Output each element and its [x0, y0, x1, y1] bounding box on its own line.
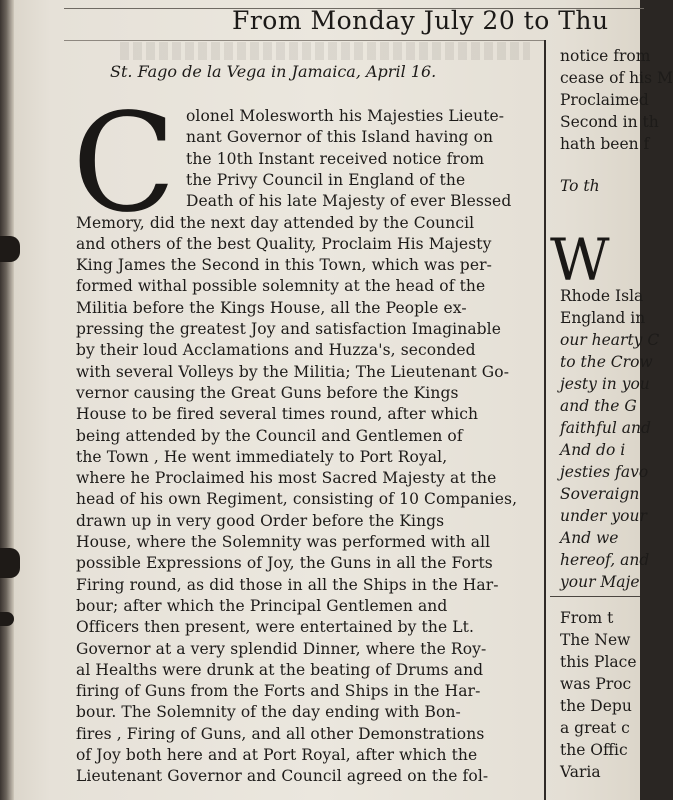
article-line: Lieutenant Governor and Council agreed on the fol-: [76, 767, 489, 786]
right-column-line: notice from: [560, 47, 651, 65]
article-line: nant Governor of this Island having on: [186, 128, 494, 147]
drop-cap: C: [72, 85, 177, 243]
article-line: Death of his late Majesty of ever Blessed: [186, 192, 512, 211]
right-column-line: under your: [560, 507, 647, 525]
article-line: drawn up in very good Order before the Kings: [76, 511, 445, 530]
article-line: pressing the greatest Joy and satisfaction Imaginable: [76, 320, 502, 338]
article-line: formed withal possible solemnity at the head of the: [76, 277, 486, 296]
torn-edge-notch: [0, 236, 20, 262]
article-line: olonel Molesworth his Majesties Lieute-: [186, 107, 505, 125]
article-line: where he Proclaimed his most Sacred Majesty at the: [76, 469, 497, 488]
right-column-line: The New: [560, 631, 631, 649]
article-line: the Town , He went immediately to Port Royal,: [76, 447, 448, 466]
page-title: From Monday July 20 to Thu: [232, 6, 609, 35]
right-column-drop-cap: W: [550, 226, 610, 294]
right-column-rule: [550, 596, 640, 597]
bleed-through-texture: [120, 42, 530, 60]
right-column-heading: To th: [560, 177, 600, 195]
article-line: fires , Firing of Guns, and all other Demonstrations: [76, 724, 485, 743]
article-line: head of his own Regiment, consisting of 10 Companies,: [76, 490, 518, 509]
torn-edge-notch: [0, 548, 20, 578]
article-line: Officers then present, were entertained by the Lt.: [76, 618, 474, 637]
right-column-line: was Proc: [560, 675, 632, 693]
article-line: Firing round, as did those in all the Ships in the Har-: [76, 575, 499, 594]
right-column-line: a great c: [560, 719, 630, 737]
column-divider: [544, 40, 546, 800]
article-line: the 10th Instant received notice from: [186, 149, 485, 168]
page-left-edge: [0, 0, 14, 800]
header-underline: [64, 40, 544, 41]
right-column-line: to the Crow: [560, 353, 653, 371]
right-column-line: your Maje: [560, 573, 640, 591]
right-column-line: jesty in you: [560, 375, 650, 393]
article-line: bour; after which the Principal Gentlemen and: [76, 596, 448, 615]
article-line: the Privy Council in England of the: [186, 170, 466, 189]
right-column-line: Varia: [560, 763, 601, 781]
right-column-line: And do i: [560, 441, 626, 459]
article-line: House, where the Solemnity was performed with all: [76, 533, 491, 551]
right-column-line: And we: [560, 529, 619, 547]
right-column-line: and the G: [560, 397, 637, 415]
right-column-line: Proclaimed: [560, 91, 649, 109]
right-column-line: England in: [560, 309, 646, 327]
right-column-line: faithful and: [560, 419, 651, 437]
article-line: bour. The Solemnity of the day ending with Bon-: [76, 703, 461, 722]
article-line: being attended by the Council and Gentlemen of: [76, 426, 463, 445]
article-line: vernor causing the Great Guns before the Kings: [76, 383, 459, 402]
article-line: and others of the best Quality, Proclaim His Majesty: [76, 234, 492, 253]
article-line: firing of Guns from the Forts and Ships in the Har-: [76, 682, 481, 701]
article-line: by their loud Acclamations and Huzza's, seconded: [76, 341, 476, 360]
right-column-line: hath been f: [560, 135, 650, 153]
right-column-line: Soveraign: [560, 485, 640, 503]
right-column-line: the Offic: [560, 741, 628, 759]
right-column-line: our hearty C: [560, 331, 660, 349]
torn-edge-notch: [0, 612, 14, 626]
article-line: with several Volleys by the Militia; The Lieutenant Go-: [76, 362, 510, 381]
article-line: King James the Second in this Town, which was per-: [76, 256, 492, 275]
article-line: Memory, did the next day attended by the Council: [76, 213, 475, 232]
article-line: of Joy both here and at Port Royal, after which the: [76, 746, 478, 764]
right-column-line: Second in th: [560, 113, 659, 131]
article-dateline: St. Fago de la Vega in Jamaica, April 16.: [110, 62, 437, 81]
article-line: al Healths were drunk at the beating of Drums and: [76, 660, 484, 679]
right-column-line: jesties favo: [560, 463, 649, 481]
article-line: Militia before the Kings House, all the People ex-: [76, 298, 467, 317]
right-column-line: cease of his M: [560, 69, 673, 87]
article-line: Governor at a very splendid Dinner, where the Roy-: [76, 639, 487, 658]
right-column-line: this Place: [560, 653, 637, 671]
right-column-line: Rhode Isla: [560, 287, 644, 305]
article-line: House to be fired several times round, after which: [76, 405, 479, 424]
right-column-line: From t: [560, 609, 614, 627]
right-column-line: hereof, and: [560, 551, 650, 569]
right-column-line: the Depu: [560, 697, 632, 715]
article-line: possible Expressions of Joy, the Guns in all the Forts: [76, 554, 493, 573]
